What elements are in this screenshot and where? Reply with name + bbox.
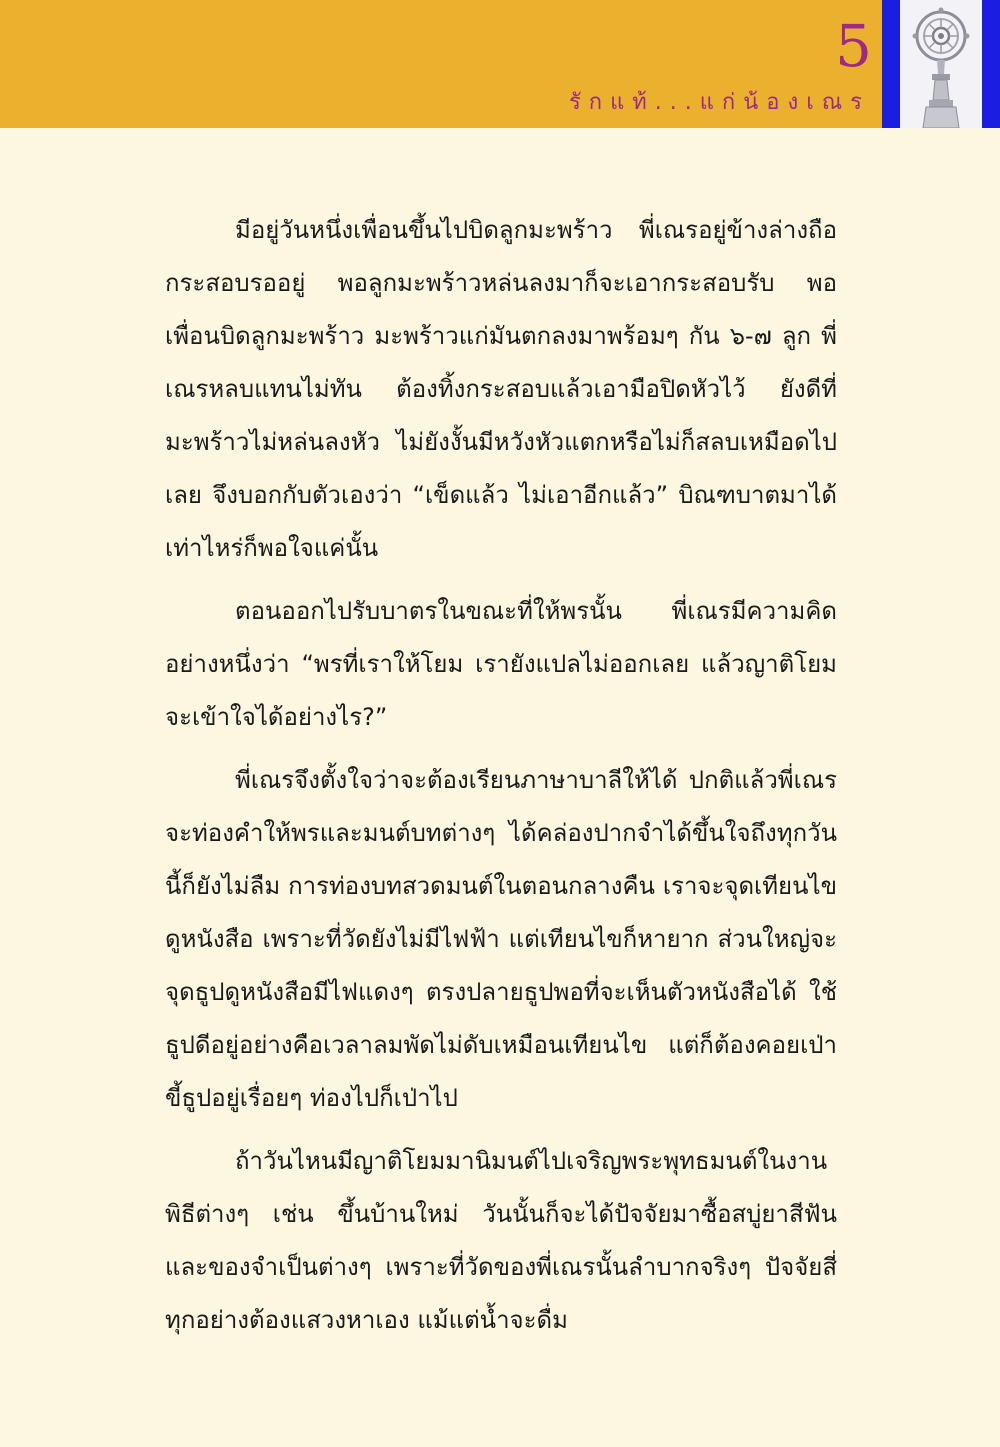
header-band xyxy=(0,0,1000,128)
page-number: 5 xyxy=(835,12,872,80)
body-paragraph: ตอนออกไปรับบาตรในขณะที่ให้พรนั้น พี่เณรมีความคิดอย่างหนึ่งว่า “พรที่เราให้โยม เรายังแปลไม่ออกเลย แล้วญาติโยมจะเข้าใจได้อย่างไร?” xyxy=(165,597,837,731)
page-body xyxy=(165,204,837,1357)
running-title: รักแท้...แก่น้องเณร xyxy=(568,90,870,115)
body-paragraph: พี่เณรจึงตั้งใจว่าจะต้องเรียนภาษาบาลีให้ได้ ปกติแล้วพี่เณรจะท่องคำให้พรและมนต์บทต่างๆ ได้คล่องปากจำได้ขึ้นใจถึงทุกวันนี้ก็ยังไม่ลืม การท่องบทสวดมนต์ในตอนกลางคืน เราจะจุดเทียนไขดูหนังสือ เพราะที่วัดยังไม่มีไฟฟ้า แต่เทียนไขก็หายาก ส่วนใหญ่จะจุดธูปดูหนังสือมีไฟแดงๆ ตรงปลายธูปพอที่จะเห็นตัวหนังสือได้ ใช้ธูปดีอยู่อย่างคือเวลาลมพัดไม่ดับเหมือนเทียนไข แต่ก็ต้องคอยเป่าขี้ธูปอยู่เรื่อยๆ ท่องไปก็เป่าไป xyxy=(165,766,837,1112)
blue-stripe-right xyxy=(982,0,1000,128)
blue-stripe-left xyxy=(882,0,900,128)
dharma-wheel-emblem-icon xyxy=(904,0,978,128)
body-paragraph: มีอยู่วันหนึ่งเพื่อนขึ้นไปบิดลูกมะพร้าว พี่เณรอยู่ข้างล่างถือกระสอบรออยู่ พอลูกมะพร้าวหล่นลงมาก็จะเอากระสอบรับ พอเพื่อนบิดลูกมะพร้าว มะพร้าวแก่มันตกลงมาพร้อมๆ กัน ๖-๗ ลูก พี่เณรหลบแทนไม่ทัน ต้องทิ้งกระสอบแล้วเอามือปิดหัวไว้ ยังดีที่มะพร้าวไม่หล่นลงหัว ไม่ยังงั้นมีหวังหัวแตกหรือไม่ก็สลบเหมือดไปเลย จึงบอกกับตัวเองว่า “เข็ดแล้ว ไม่เอาอีกแล้ว” บิณฑบาตมาได้เท่าไหร่ก็พอใจแค่นั้น xyxy=(165,216,837,562)
body-paragraph: ถ้าวันไหนมีญาติโยมมานิมนต์ไปเจริญพระพุทธมนต์ในงานพิธีต่างๆ เช่น ขึ้นบ้านใหม่ วันนั้นก็จะได้ปัจจัยมาซื้อสบู่ยาสีฟัน และของจำเป็นต่างๆ เพราะที่วัดของพี่เณรนั้นลำบากจริงๆ ปัจจัยสี่ทุกอย่างต้องแสวงหาเอง แม้แต่น้ำจะดื่ม xyxy=(165,1147,837,1334)
